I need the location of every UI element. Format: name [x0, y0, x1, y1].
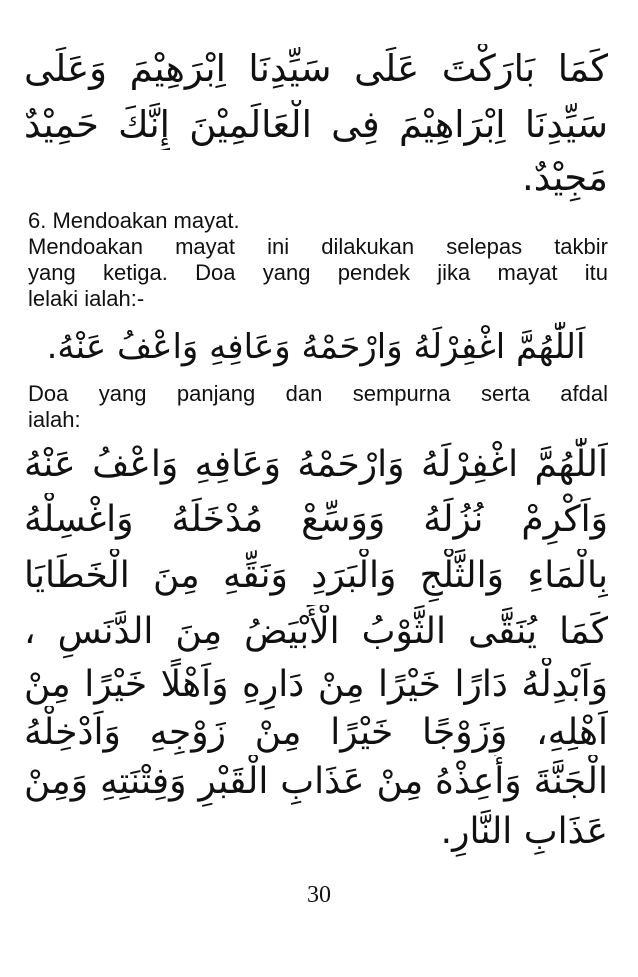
long-doa-line: عَذَابِ النَّارِ. — [440, 811, 608, 852]
short-doa: اَللّٰهُمَّ اغْفِرْلَهُ وَارْحَمْهُ وَعَافِهِ وَاعْفُ عَنْهُ. — [46, 327, 586, 367]
paragraph-line: Doa yang panjang dan sempurna serta afdal — [28, 381, 608, 406]
paragraph-line: ialah: — [28, 407, 81, 432]
long-doa-line: كَمَا يُنَقَّى الثَّوْبُ الْأَبْيَضُ مِنَ الدَّنَسِ ، — [24, 611, 608, 652]
page-number: 30 — [307, 882, 331, 908]
long-doa-line: بِالْمَاءِ وَالثَّلْجِ وَالْبَرَدِ وَنَقِّهِ مِنَ الْخَطَايَا — [24, 555, 608, 596]
long-doa-line: وَاَبْدِلْهُ دَارًا خَيْرًا مِنْ دَارِهِ وَاَهْلًا خَيْرًا مِنْ — [24, 664, 608, 705]
paragraph-line: lelaki ialah:- — [28, 286, 145, 311]
arabic-line-1: كَمَا بَارَكْتَ عَلَى سَيِّدِنَا اِبْرَهِيْمَ وَعَلَى — [24, 47, 608, 90]
long-doa-line: اَللّٰهُمَّ اغْفِرْلَهُ وَارْحَمْهُ وَعَافِهِ وَاعْفُ عَنْهُ — [24, 444, 608, 485]
arabic-line-3: مَجِيْدٌ. — [521, 156, 608, 199]
paragraph-line: Mendoakan mayat ini dilakukan selepas takbir — [28, 234, 608, 259]
long-doa-line: الْجَنَّةَ وَأَعِذْهُ مِنْ عَذَابِ الْقَبْرِ وَفِتْنَتِهِ وَمِنْ — [24, 761, 608, 802]
paragraph-line: yang ketiga. Doa yang pendek jika mayat itu — [28, 260, 608, 285]
arabic-line-2: سَيِّدِنَا اِبْرَاهِيْمَ فِى الْعَالَمِيْنَ إِنَّكَ حَمِيْدٌ — [24, 103, 608, 146]
long-doa-line: وَاَكْرِمْ نُزُلَهُ وَوَسِّعْ مُدْخَلَهُ وَاغْسِلْهُ — [24, 499, 608, 540]
section-heading: 6. Mendoakan mayat. — [28, 208, 240, 233]
long-doa-line: اَهْلِهِ، وَزَوْجًا خَيْرًا مِنْ زَوْجِهِ وَاَدْخِلْهُ — [24, 712, 608, 753]
